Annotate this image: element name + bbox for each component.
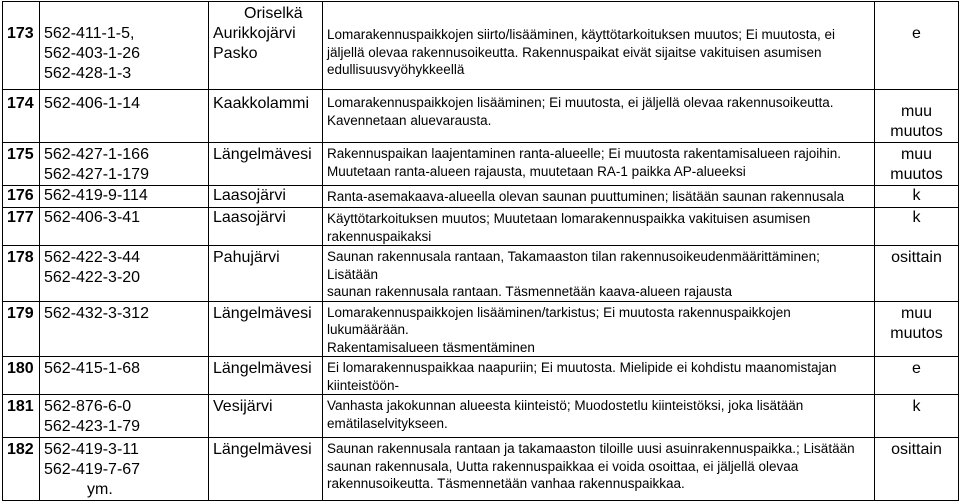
property-ids: 562-422-3-44 562-422-3-20	[40, 246, 209, 302]
row-number: 178	[3, 246, 40, 302]
decision-table	[2, 1, 959, 501]
status: k	[875, 208, 959, 246]
table-row	[3, 438, 959, 501]
municipality: Längelmävesi	[209, 301, 323, 357]
property-ids: 562-406-3-41	[40, 208, 209, 246]
row-number: 177	[3, 208, 40, 246]
row-number: 176	[3, 186, 40, 208]
status: muu muutos	[875, 301, 959, 357]
status: k	[875, 395, 959, 438]
status: osittain	[875, 246, 959, 302]
municipality: Längelmävesi	[209, 357, 323, 395]
table-row	[3, 143, 959, 186]
municipality: Kaakkolammi	[209, 90, 323, 143]
description: Käyttötarkoituksen muutos; Muutetaan lomarakennuspaikka vakituisen asumisen rakennuspaikaksi	[323, 208, 875, 246]
table-row	[3, 90, 959, 143]
row-number: 174	[3, 90, 40, 143]
status: e	[875, 357, 959, 395]
property-ids: 562-427-1-166 562-427-1-179	[40, 143, 209, 186]
description: Rakennuspaikan laajentaminen ranta-alueelle; Ei muutosta rakentamisalueen rajoihin. Muutetaan ranta-alueen rajausta, muutetaan RA-1 paikka AP-alueeksi	[323, 143, 875, 186]
description: Lomarakennuspaikkojen siirto/lisääminen, käyttötarkoituksen muutos; Ei muutosta, ei jäljellä olevaa rakennusoikeutta. Rakennuspaikat eivät sijaitse vakituisen asumisen edullisuusvyöhykkeellä	[323, 2, 875, 90]
row-number: 179	[3, 301, 40, 357]
table-row	[3, 2, 959, 90]
description: Ranta-asemakaava-alueella olevan saunan puuttuminen; lisätään saunan rakennusala	[323, 186, 875, 208]
description: Lomarakennuspaikkojen lisääminen; Ei muutosta, ei jäljellä olevaa rakennusoikeutta. Kavennetaan aluevarausta.	[323, 90, 875, 143]
table-row	[3, 246, 959, 302]
status: muu muutos	[875, 90, 959, 143]
status: k	[875, 186, 959, 208]
table-row	[3, 208, 959, 246]
property-ids: 562-419-3-11 562-419-7-67 ym.	[40, 438, 209, 501]
property-ids: 562-406-1-14	[40, 90, 209, 143]
description: Saunan rakennusala rantaan, Takamaaston tilan rakennusoikeudenmäärittäminen; Lisätään saunan rakennusala rantaan. Täsmennetään kaava-alueen rajausta	[323, 246, 875, 302]
row-number: 175	[3, 143, 40, 186]
table-row	[3, 186, 959, 208]
municipality: Vesijärvi	[209, 395, 323, 438]
description: Saunan rakennusala rantaan ja takamaaston tiloille uusi asuinrakennuspaikka.; Lisätään saunan rakennusala, Uutta rakennuspaikkaa ei voida osoittaa, ei jäljellä olevaa rakennusoikeutta. Täsmennetään vanhaa rakennuspaikkaa.	[323, 438, 875, 501]
row-number: 182	[3, 438, 40, 501]
municipality: Längelmävesi	[209, 143, 323, 186]
table-row	[3, 301, 959, 357]
property-ids: 562-415-1-68	[40, 357, 209, 395]
property-ids: 562-419-9-114	[40, 186, 209, 208]
row-number: 181	[3, 395, 40, 438]
description: Vanhasta jakokunnan alueesta kiinteistö; Muodostetlu kiinteistöksi, joka lisätään emätilaselvitykseen.	[323, 395, 875, 438]
municipality: Oriselkä Aurikkojärvi Pasko	[209, 2, 323, 90]
status: e	[875, 2, 959, 90]
municipality: Laasojärvi	[209, 186, 323, 208]
property-ids: 562-411-1-5, 562-403-1-26 562-428-1-3	[40, 2, 209, 90]
municipality: Laasojärvi	[209, 208, 323, 246]
row-number: 180	[3, 357, 40, 395]
property-ids: 562-432-3-312	[40, 301, 209, 357]
header-fragment: Oriselkä	[244, 5, 303, 22]
row-number: 173	[3, 2, 40, 90]
table-row	[3, 395, 959, 438]
description: Ei lomarakennuspaikkaa naapuriin; Ei muutosta. Mielipide ei kohdistu maanomistajan kiinteistöön-	[323, 357, 875, 395]
municipality: Längelmävesi	[209, 438, 323, 501]
status: muu muutos	[875, 143, 959, 186]
table-row	[3, 357, 959, 395]
status: osittain	[875, 438, 959, 501]
description: Lomarakennuspaikkojen lisääminen/tarkistus; Ei muutosta rakennuspaikkojen lukumäärään. Rakentamisalueen täsmentäminen	[323, 301, 875, 357]
property-ids: 562-876-6-0 562-423-1-79	[40, 395, 209, 438]
municipality: Pahujärvi	[209, 246, 323, 302]
